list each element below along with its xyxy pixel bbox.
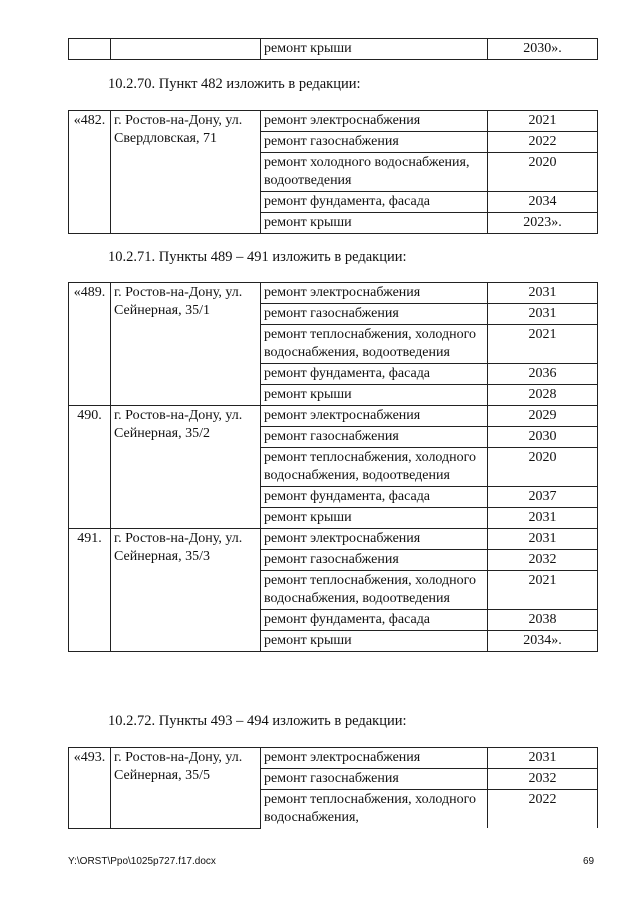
work-cell: ремонт фундамента, фасада [261, 192, 488, 213]
work-cell: ремонт фундамента, фасада [261, 364, 488, 385]
year-cell: 2032 [488, 550, 598, 571]
item-number: 490. [69, 406, 111, 529]
work-cell: ремонт крыши [261, 631, 488, 652]
top-table [68, 38, 598, 60]
work-cell: ремонт электроснабжения [261, 748, 488, 769]
table-row [69, 406, 598, 427]
year-cell: 2030». [488, 39, 598, 60]
work-cell: ремонт фундамента, фасада [261, 487, 488, 508]
year-cell: 2031 [488, 283, 598, 304]
section-table [68, 747, 598, 829]
year-cell: 2037 [488, 487, 598, 508]
item-number: «489. [69, 283, 111, 406]
work-cell: ремонт крыши [261, 39, 488, 60]
work-cell: ремонт электроснабжения [261, 111, 488, 132]
section-heading: 10.2.72. Пункты 493 – 494 изложить в редакции: [108, 713, 407, 729]
work-cell: ремонт крыши [261, 385, 488, 406]
year-cell: 2031 [488, 304, 598, 325]
work-cell: ремонт холодного водоснабжения, водоотведения [261, 153, 488, 192]
item-number: «493. [69, 748, 111, 829]
work-cell: ремонт фундамента, фасада [261, 610, 488, 631]
table-row [69, 748, 598, 769]
section-heading: 10.2.71. Пункты 489 – 491 изложить в редакции: [108, 249, 407, 265]
table-row [69, 283, 598, 304]
work-cell: ремонт газоснабжения [261, 132, 488, 153]
table-row [69, 111, 598, 132]
item-address: г. Ростов-на-Дону, ул. Сейнерная, 35/2 [111, 406, 261, 529]
year-cell: 2023». [488, 213, 598, 234]
num-cell [69, 39, 111, 60]
work-cell: ремонт газоснабжения [261, 769, 488, 790]
year-cell: 2021 [488, 571, 598, 610]
item-number: 491. [69, 529, 111, 652]
table-row [69, 39, 598, 60]
page-number: 69 [583, 856, 595, 867]
year-cell: 2021 [488, 111, 598, 132]
year-cell: 2034». [488, 631, 598, 652]
item-address: г. Ростов-на-Дону, ул. Сейнерная, 35/3 [111, 529, 261, 652]
work-cell: ремонт электроснабжения [261, 406, 488, 427]
work-cell: ремонт газоснабжения [261, 427, 488, 448]
work-cell: ремонт теплоснабжения, холодного водоснабжения, [261, 790, 488, 829]
year-cell: 2031 [488, 529, 598, 550]
year-cell: 2029 [488, 406, 598, 427]
section-table [68, 110, 598, 234]
year-cell: 2020 [488, 153, 598, 192]
work-cell: ремонт электроснабжения [261, 529, 488, 550]
item-address: г. Ростов-на-Дону, ул. Сейнерная, 35/5 [111, 748, 261, 829]
year-cell: 2030 [488, 427, 598, 448]
section-heading: 10.2.70. Пункт 482 изложить в редакции: [108, 76, 361, 92]
item-address: г. Ростов-на-Дону, ул. Сейнерная, 35/1 [111, 283, 261, 406]
year-cell: 2038 [488, 610, 598, 631]
work-cell: ремонт теплоснабжения, холодного водоснабжения, водоотведения [261, 448, 488, 487]
work-cell: ремонт теплоснабжения, холодного водоснабжения, водоотведения [261, 325, 488, 364]
year-cell: 2021 [488, 325, 598, 364]
footer-file-path: Y:\ORST\Ppo\1025p727.f17.docx [68, 856, 216, 867]
year-cell: 2022 [488, 132, 598, 153]
year-cell: 2032 [488, 769, 598, 790]
work-cell: ремонт крыши [261, 508, 488, 529]
table-row [69, 529, 598, 550]
work-cell: ремонт электроснабжения [261, 283, 488, 304]
year-cell: 2031 [488, 748, 598, 769]
year-cell: 2034 [488, 192, 598, 213]
section-table [68, 282, 598, 652]
work-cell: ремонт теплоснабжения, холодного водоснабжения, водоотведения [261, 571, 488, 610]
year-cell: 2020 [488, 448, 598, 487]
work-cell: ремонт газоснабжения [261, 304, 488, 325]
year-cell: 2028 [488, 385, 598, 406]
work-cell: ремонт газоснабжения [261, 550, 488, 571]
year-cell: 2022 [488, 790, 598, 829]
work-cell: ремонт крыши [261, 213, 488, 234]
address-cell [111, 39, 261, 60]
item-number: «482. [69, 111, 111, 234]
year-cell: 2031 [488, 508, 598, 529]
item-address: г. Ростов-на-Дону, ул. Свердловская, 71 [111, 111, 261, 234]
year-cell: 2036 [488, 364, 598, 385]
